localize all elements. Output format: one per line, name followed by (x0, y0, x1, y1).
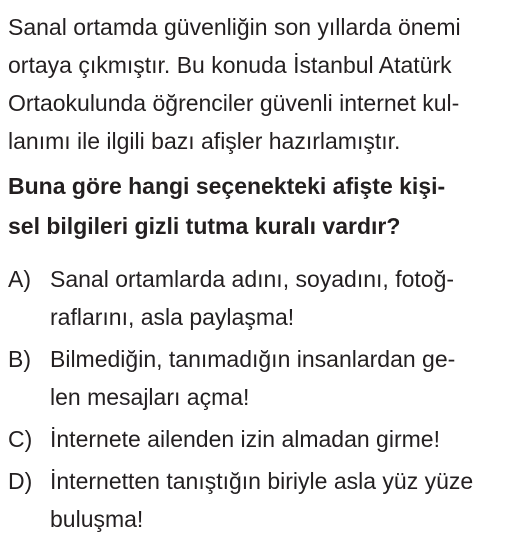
stem-line: Sanal ortamda güvenliğin son yıllarda önemi (8, 14, 461, 40)
stem-line: lanımı ile ilgili bazı afişler hazırlamıştır. (8, 128, 401, 154)
stem-line: Ortaokulunda öğrenciler güvenli internet kul- (8, 90, 460, 116)
option-text-line: İnternetten tanıştığın biriyle asla yüz yüze (50, 468, 474, 494)
option-text-line: buluşma! (50, 506, 144, 532)
option-text-line: İnternete ailenden izin almadan girme! (50, 426, 440, 452)
option-letter: C) (8, 426, 33, 452)
option-letter: B) (8, 346, 31, 372)
option-c[interactable] (8, 420, 508, 458)
option-b[interactable] (8, 340, 508, 416)
prompt-line: Buna göre hangi seçenekteki afişte kişi- (8, 173, 446, 199)
question-stem (8, 8, 508, 160)
option-letter: A) (8, 266, 31, 292)
option-text-line: raflarını, asla paylaşma! (50, 304, 295, 330)
option-a[interactable] (8, 260, 508, 336)
answer-options (8, 260, 508, 538)
option-text-line: Sanal ortamlarda adını, soyadını, fotoğ- (50, 266, 455, 292)
question-block (8, 8, 508, 542)
prompt-line: sel bilgileri gizli tutma kuralı vardır? (8, 213, 401, 239)
question-prompt (8, 160, 508, 246)
option-d[interactable] (8, 462, 508, 538)
option-text-line: Bilmediğin, tanımadığın insanlardan ge- (50, 346, 456, 372)
option-text-line: len mesajları açma! (50, 384, 250, 410)
option-letter: D) (8, 468, 33, 494)
stem-line: ortaya çıkmıştır. Bu konuda İstanbul Atatürk (8, 52, 452, 78)
